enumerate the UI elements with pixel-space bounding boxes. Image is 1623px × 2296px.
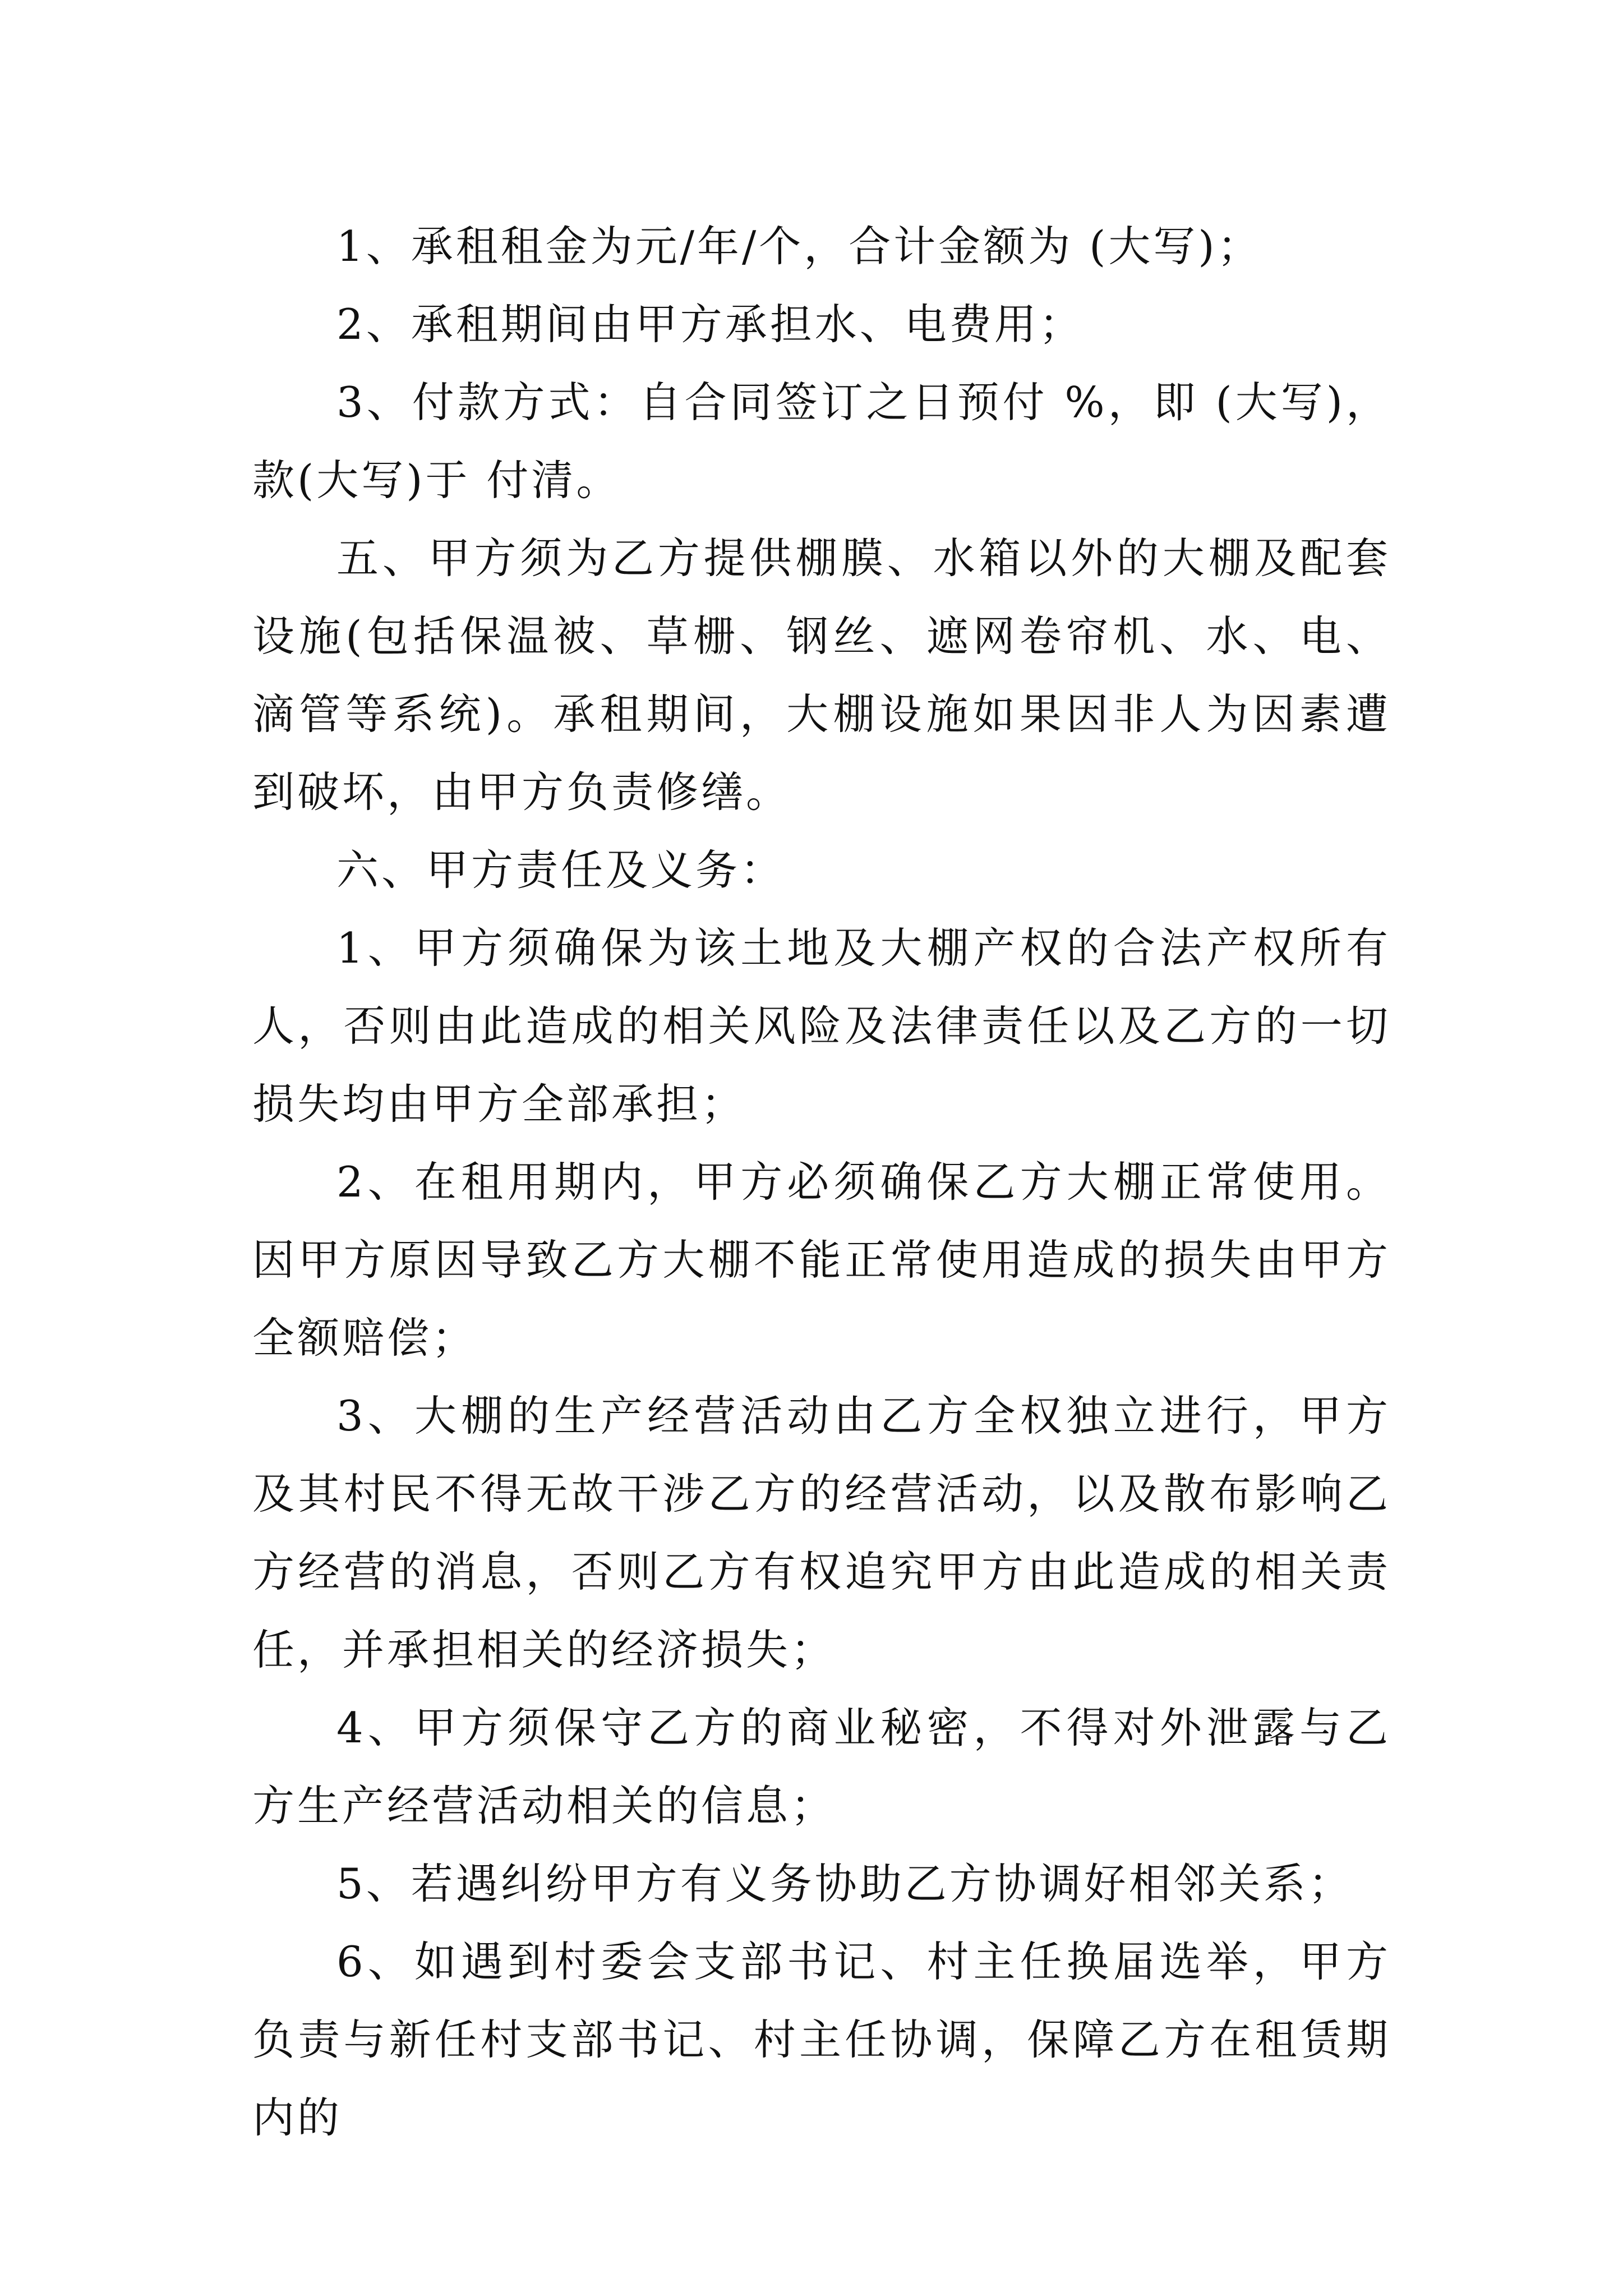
paragraph-section-five: 五、甲方须为乙方提供棚膜、水箱以外的大棚及配套设施(包括保温被、草栅、钢丝、遮网卷帘机、水、电、滴管等系统)。承租期间，大棚设施如果因非人为因素遭到破坏，由甲方负责修缮。: [252, 533, 1391, 817]
paragraph-duty-5: 5、若遇纠纷甲方有义务协助乙方协调好相邻关系；: [336, 1859, 1353, 1908]
paragraph-section-six-heading: 六、甲方责任及义务：: [336, 845, 786, 895]
paragraph-payment-method: 3、付款方式：自合同签订之日预付 %，即 (大写)，款(大写)于 付清。: [252, 378, 1391, 505]
document-body: [252, 208, 1391, 2157]
paragraph-rent-amount: 1、承租租金为元/年/个，合计金额为 (大写)；: [336, 222, 1262, 271]
paragraph-duty-1: 1、甲方须确保为该土地及大棚产权的合法产权所有人，否则由此造成的相关风险及法律责任以及乙方的一切损失均由甲方全部承担；: [252, 923, 1391, 1129]
paragraph-duty-3: 3、大棚的生产经营活动由乙方全权独立进行，甲方及其村民不得无故干涉乙方的经营活动，以及散布影响乙方经营的消息，否则乙方有权追究甲方由此造成的相关责任，并承担相关的经济损失；: [252, 1391, 1391, 1674]
paragraph-duty-6: 6、如遇到村委会支部书记、村主任换届选举，甲方负责与新任村支部书记、村主任协调，保障乙方在租赁期内的: [252, 1937, 1391, 2142]
paragraph-duty-4: 4、甲方须保守乙方的商业秘密，不得对外泄露与乙方生产经营活动相关的信息；: [252, 1703, 1391, 1830]
paragraph-duty-2: 2、在租用期内，甲方必须确保乙方大棚正常使用。因甲方原因导致乙方大棚不能正常使用造成的损失由甲方全额赔偿；: [252, 1157, 1391, 1363]
paragraph-utilities: 2、承租期间由甲方承担水、电费用；: [336, 300, 1084, 349]
